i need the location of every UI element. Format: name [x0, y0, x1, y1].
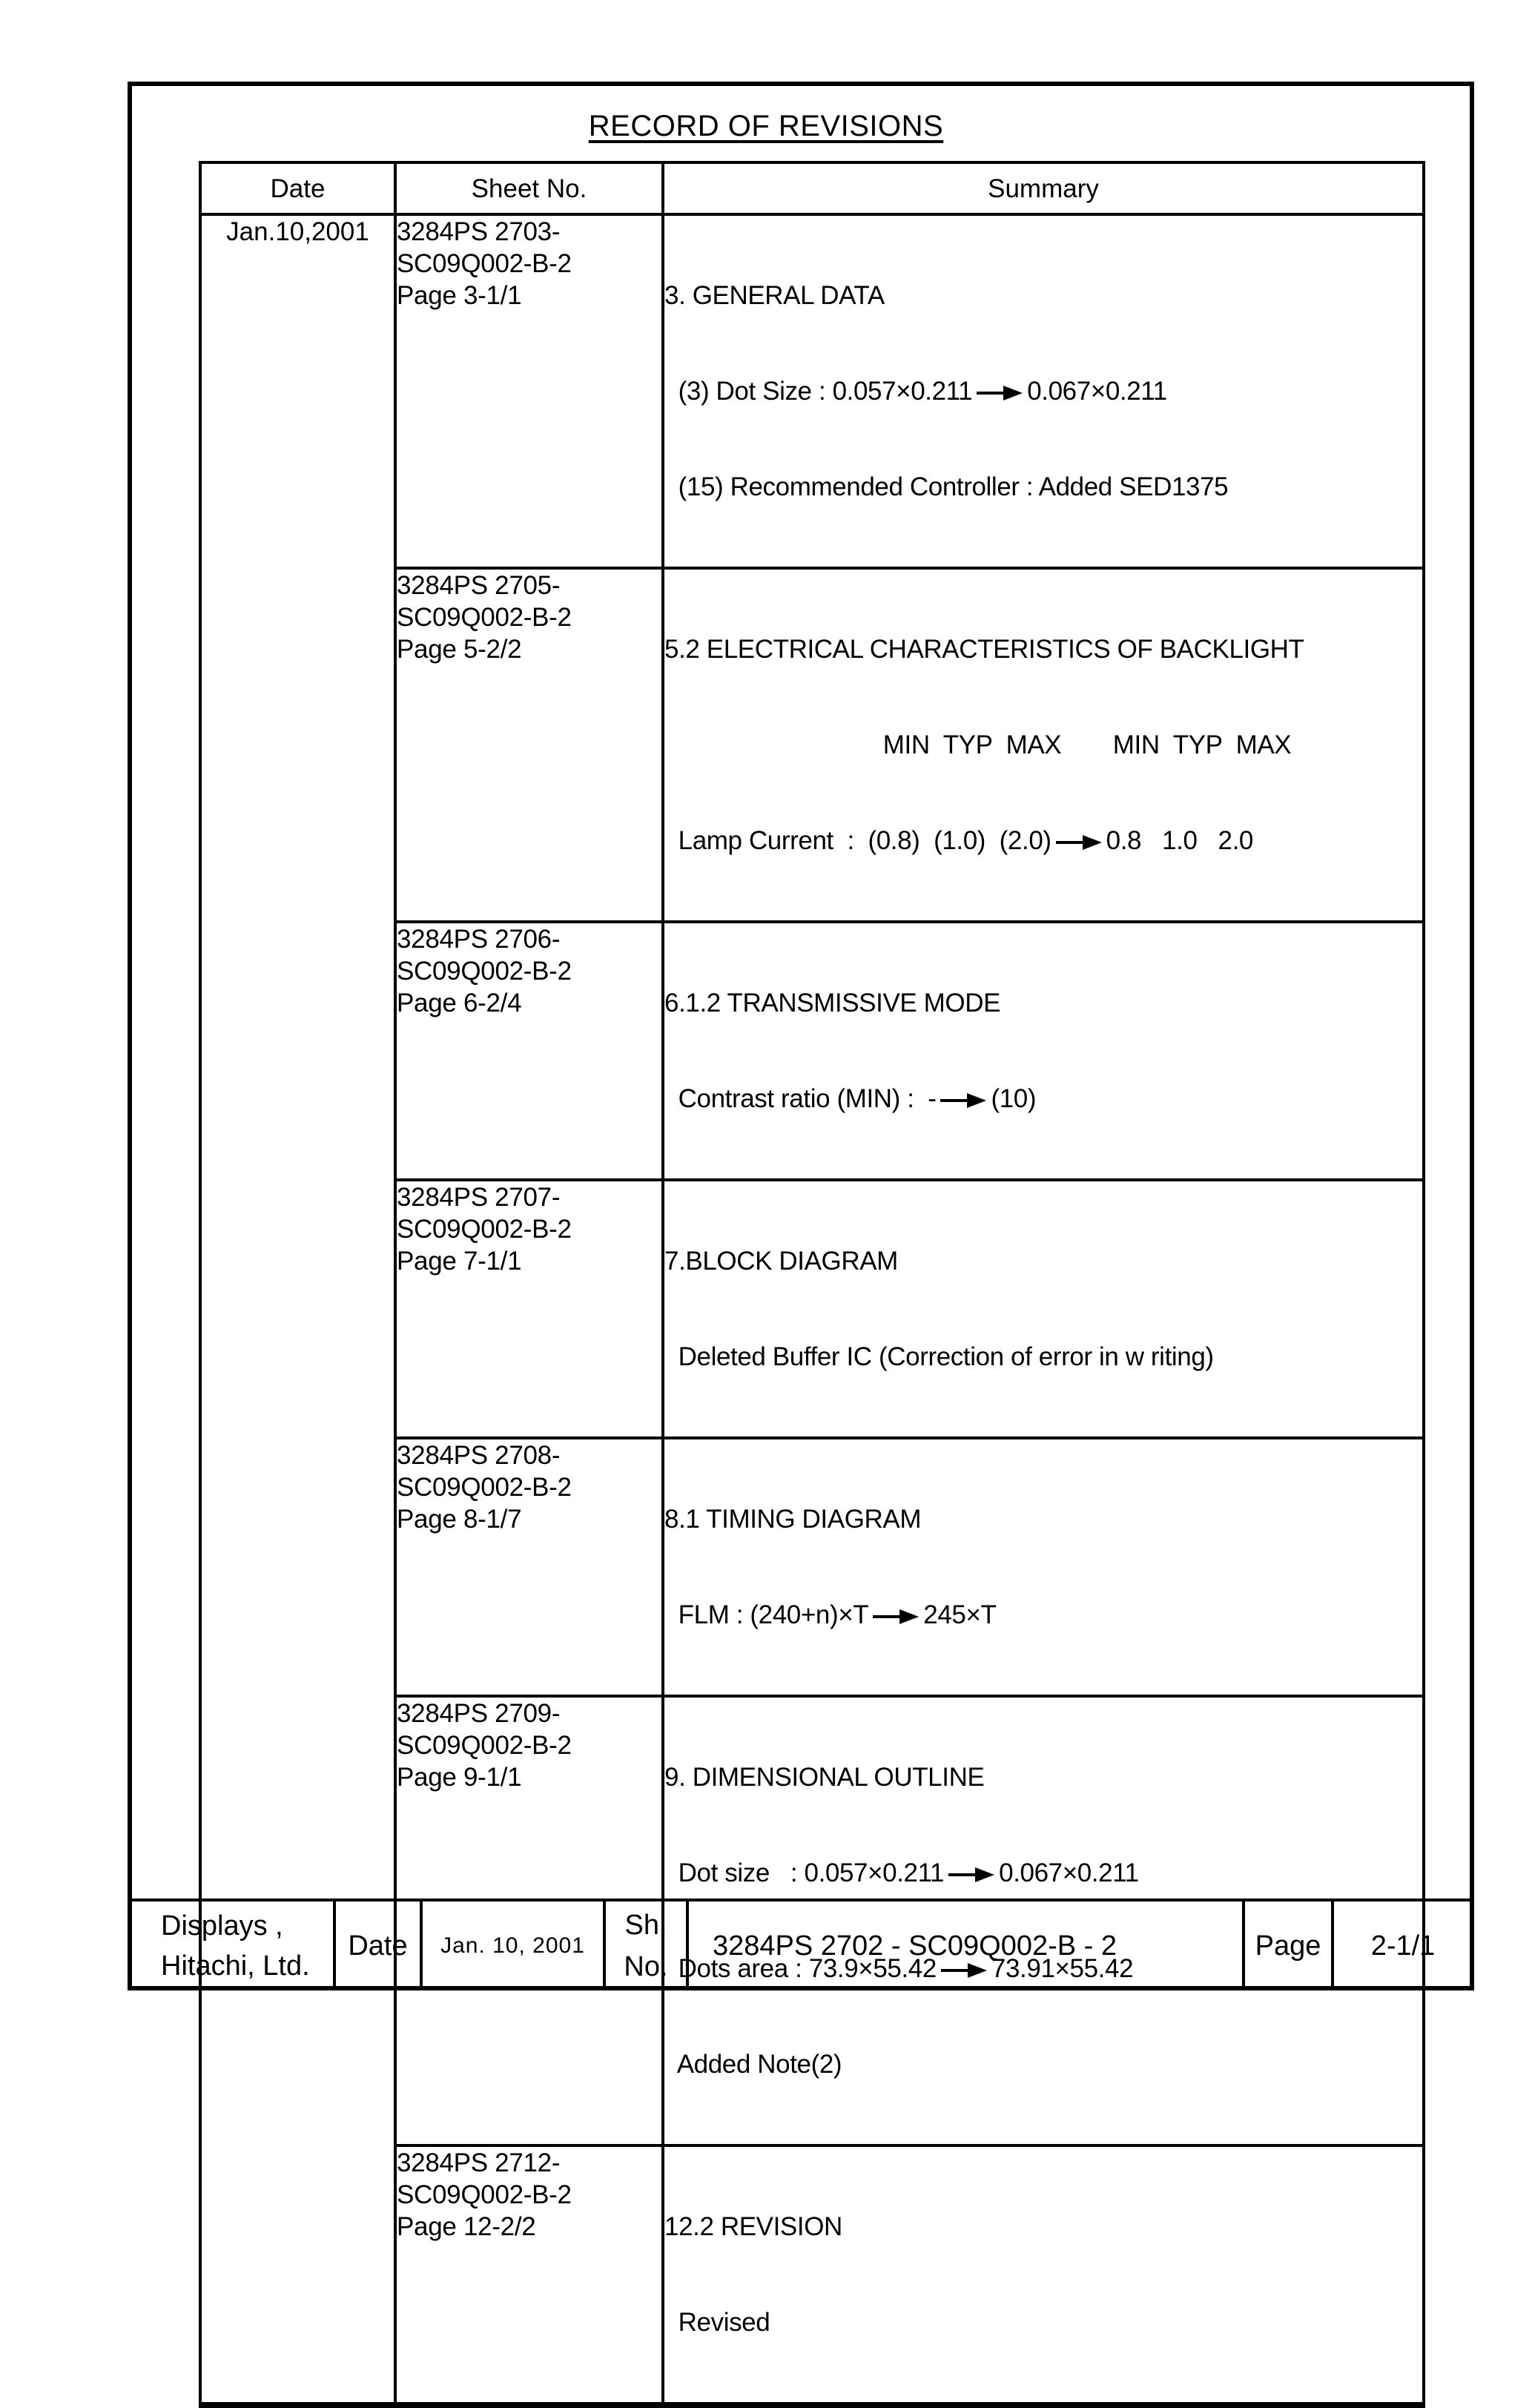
- header-sheet-no: Sheet No.: [395, 162, 663, 214]
- summary-cell: 6.1.2 TRANSMISSIVE MODE Contrast ratio (MIN) : - (10): [663, 922, 1424, 1180]
- table-header-row: [200, 162, 1424, 214]
- sheet-no-cell: 3284PS 2705- SC09Q002-B-2 Page 5-2/2: [395, 568, 663, 922]
- sheet-no-cell: 3284PS 2708- SC09Q002-B-2 Page 8-1/7: [395, 1438, 663, 1696]
- empty-cell: [395, 2404, 663, 2407]
- sheet-no-cell: 3284PS 2706- SC09Q002-B-2 Page 6-2/4: [395, 922, 663, 1180]
- sheet-no-cell: 3284PS 2703- SC09Q002-B-2 Page 3-1/1: [395, 214, 663, 568]
- revision-date: Jan.10,2001: [200, 214, 395, 2404]
- footer-sheet-number: 3284PS 2702 - SC09Q002-B - 2: [687, 1900, 1244, 1990]
- summary-cell: 3. GENERAL DATA (3) Dot Size : 0.057×0.211 0.067×0.211 (15) Recommended Controller : Added SED1375: [663, 214, 1424, 568]
- footer-page-label: Page: [1244, 1900, 1333, 1990]
- table-row: [200, 214, 1424, 568]
- footer-page-value: 2-1/1: [1333, 1900, 1472, 1990]
- summary-cell: 8.1 TIMING DIAGRAM FLM : (240+n)×T 245×T: [663, 1438, 1424, 1696]
- arrow-icon: [977, 386, 1023, 400]
- arrow-icon: [948, 1867, 994, 1882]
- company-name: Displays , Hitachi, Ltd.: [130, 1900, 334, 1990]
- arrow-icon: [1056, 835, 1102, 850]
- empty-cell: [663, 2404, 1424, 2407]
- empty-cell: [200, 2404, 395, 2407]
- arrow-icon: [940, 1093, 986, 1108]
- sheet-no-cell: 3284PS 2707- SC09Q002-B-2 Page 7-1/1: [395, 1180, 663, 1438]
- title-block: [130, 1899, 1472, 1990]
- table-row-empty: [200, 2404, 1424, 2407]
- footer-date-label: Date: [334, 1900, 421, 1990]
- revision-table: [199, 161, 1425, 2408]
- summary-cell: 12.2 REVISION Revised: [663, 2145, 1424, 2404]
- summary-cell: 9. DIMENSIONAL OUTLINE Dot size : 0.057×0.211 0.067×0.211 Dots area : 73.9×55.42 73.91×55.42 Added Note(2): [663, 1696, 1424, 2145]
- page-title: RECORD OF REVISIONS: [588, 110, 944, 142]
- arrow-icon: [873, 1609, 919, 1624]
- footer-date-value: Jan. 10, 2001: [421, 1900, 604, 1990]
- sheet-no-cell: 3284PS 2712- SC09Q002-B-2 Page 12-2/2: [395, 2145, 663, 2404]
- summary-cell: 5.2 ELECTRICAL CHARACTERISTICS OF BACKLIGHT MIN TYP MAX MIN TYP MAX Lamp Current : (0.8) (1.0) (2.0) 0.8 1.0 2.0: [663, 568, 1424, 922]
- header-date: Date: [200, 162, 395, 214]
- summary-cell: 7.BLOCK DIAGRAM Deleted Buffer IC (Correction of error in w riting): [663, 1180, 1424, 1438]
- header-summary: Summary: [663, 162, 1424, 214]
- sheet-no-cell: 3284PS 2709- SC09Q002-B-2 Page 9-1/1: [395, 1696, 663, 2145]
- footer-sheet-label: Sh. No.: [604, 1900, 687, 1990]
